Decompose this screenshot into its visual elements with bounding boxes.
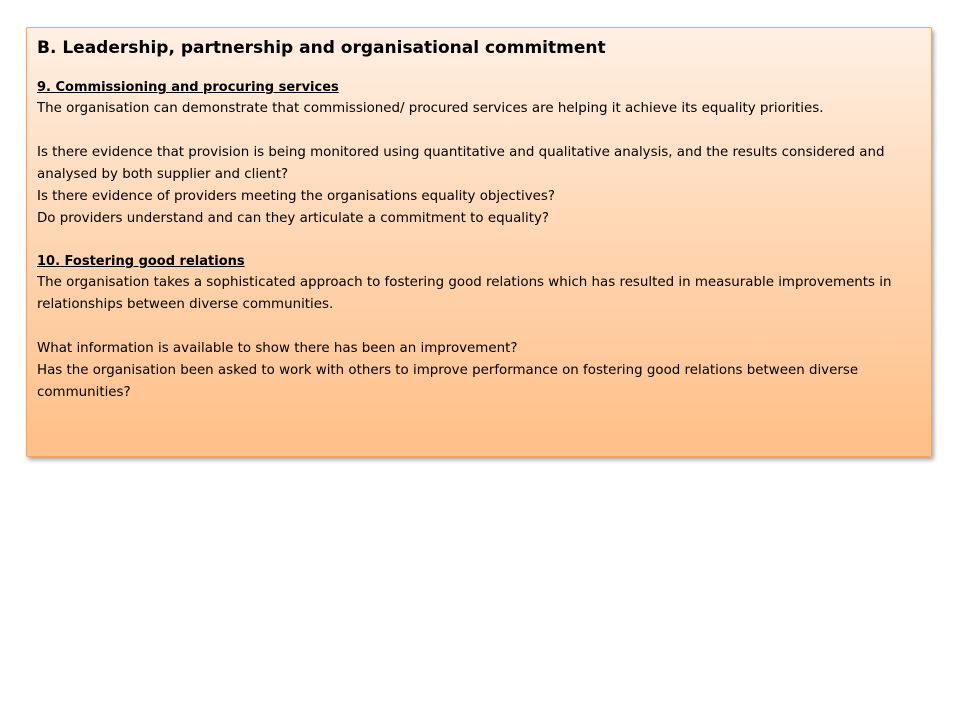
statement-commissioning: The organisation can demonstrate that commissioned/ procured services are helping it achieve its equality priorities. bbox=[37, 101, 824, 116]
section-title-commissioning: 9. Commissioning and procuring services bbox=[37, 80, 339, 95]
section-title-good-relations: 10. Fostering good relations bbox=[37, 254, 245, 269]
question-monitoring: Is there evidence that provision is being monitored using quantitative and qualitative analysis, and the results considered and analysed by both supplier and client? bbox=[37, 145, 885, 182]
question-improvement-info: What information is available to show there has been an improvement? bbox=[37, 341, 518, 356]
question-work-with-others: Has the organisation been asked to work with others to improve performance on fostering good relations between diverse communities? bbox=[37, 363, 859, 400]
spacer bbox=[37, 316, 921, 338]
question-providers-objectives: Is there evidence of providers meeting the organisations equality objectives? bbox=[37, 189, 555, 204]
spacer bbox=[37, 230, 921, 252]
spacer bbox=[37, 120, 921, 142]
section-heading: B. Leadership, partnership and organisational commitment bbox=[37, 38, 606, 58]
question-providers-commitment: Do providers understand and can they articulate a commitment to equality? bbox=[37, 211, 550, 226]
content-box bbox=[26, 27, 932, 457]
statement-good-relations: The organisation takes a sophisticated approach to fostering good relations which has resulted in measurable improvements in relationships between diverse communities. bbox=[37, 275, 892, 312]
